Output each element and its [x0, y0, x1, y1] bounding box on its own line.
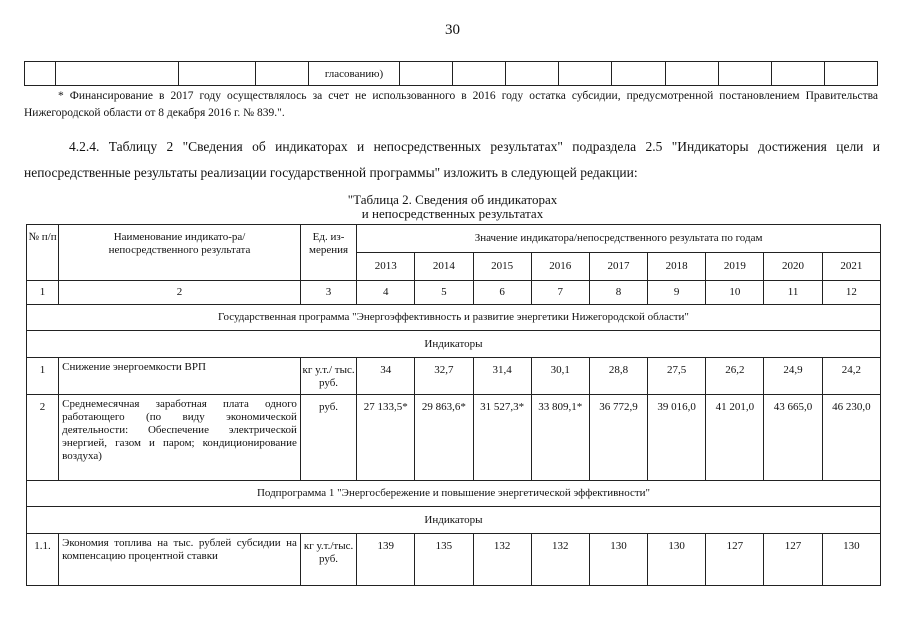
year-cell: 2015: [473, 253, 531, 281]
indicators-table: [26, 224, 881, 586]
caption-line-1: "Таблица 2. Сведения об индикаторах: [347, 192, 558, 207]
value-cell: 28,8: [589, 358, 647, 395]
column-numbers-row: [27, 281, 881, 305]
table-cell: [400, 62, 453, 86]
header-values: Значение индикатора/непосредственного результата по годам: [357, 225, 881, 253]
table-row: [27, 534, 881, 586]
year-cell: 2018: [648, 253, 706, 281]
year-cell: 2021: [822, 253, 880, 281]
row-unit: кг у.т./ тыс. руб.: [300, 358, 356, 395]
table-cell: [771, 62, 824, 86]
col-number: 1: [27, 281, 59, 305]
col-number: 9: [648, 281, 706, 305]
year-cell: 2013: [357, 253, 415, 281]
table-cell: [179, 62, 256, 86]
col-number: 12: [822, 281, 880, 305]
col-number: 11: [764, 281, 822, 305]
table-cell: гласованию): [309, 62, 400, 86]
col-number: 10: [706, 281, 764, 305]
value-cell: 24,2: [822, 358, 880, 395]
row-num: 1: [27, 358, 59, 395]
value-cell: 127: [706, 534, 764, 586]
value-cell: 139: [357, 534, 415, 586]
col-number: 4: [357, 281, 415, 305]
table-cell: [665, 62, 718, 86]
program-title: Государственная программа "Энергоэффективность и развитие энергетики Нижегородской области": [27, 305, 881, 331]
value-cell: 24,9: [764, 358, 822, 395]
table-cell: [824, 62, 877, 86]
value-cell: 36 772,9: [589, 395, 647, 481]
section-row: [27, 507, 881, 534]
section-row: [27, 305, 881, 331]
value-cell: 27 133,5*: [357, 395, 415, 481]
row-name: Снижение энергоемкости ВРП: [59, 358, 301, 395]
col-number: 7: [531, 281, 589, 305]
row-num: 2: [27, 395, 59, 481]
value-cell: 130: [648, 534, 706, 586]
value-cell: 29 863,6*: [415, 395, 473, 481]
value-cell: 34: [357, 358, 415, 395]
value-cell: 132: [531, 534, 589, 586]
year-cell: 2020: [764, 253, 822, 281]
value-cell: 26,2: [706, 358, 764, 395]
value-cell: 43 665,0: [764, 395, 822, 481]
value-cell: 41 201,0: [706, 395, 764, 481]
year-cell: 2014: [415, 253, 473, 281]
value-cell: 31,4: [473, 358, 531, 395]
table-cell: [559, 62, 612, 86]
col-number: 3: [300, 281, 356, 305]
table-row: [25, 62, 878, 86]
table-cell: [453, 62, 506, 86]
col-number: 2: [59, 281, 301, 305]
value-cell: 27,5: [648, 358, 706, 395]
row-unit: руб.: [300, 395, 356, 481]
page-number: 30: [445, 22, 460, 38]
header-num: № п/п: [27, 225, 59, 281]
table-cell: [256, 62, 309, 86]
value-cell: 46 230,0: [822, 395, 880, 481]
caption-line-2: и непосредственных результатах: [361, 206, 544, 221]
subprogram-title: Подпрограмма 1 "Энергосбережение и повышение энергетической эффективности": [27, 481, 881, 507]
table-cell: [56, 62, 179, 86]
value-cell: 135: [415, 534, 473, 586]
footnote: * Финансирование в 2017 году осуществлялось за счет не использованного в 2016 году остатка субсидии, предусмотренной постановлением Правительства Нижегородской области от 8 декабря 2016 г. № 839.".: [24, 90, 878, 119]
year-cell: 2017: [589, 253, 647, 281]
value-cell: 127: [764, 534, 822, 586]
row-num: 1.1.: [27, 534, 59, 586]
section-row: [27, 481, 881, 507]
table-cell: [718, 62, 771, 86]
table-caption: [0, 193, 905, 221]
table-cell: [506, 62, 559, 86]
indicators-label: Индикаторы: [27, 507, 881, 534]
row-unit: кг у.т./тыс. руб.: [300, 534, 356, 586]
value-cell: 33 809,1*: [531, 395, 589, 481]
table-row: [27, 395, 881, 481]
header-name: Наименование индикато-ра/непосредственного результата: [59, 225, 301, 281]
col-number: 5: [415, 281, 473, 305]
year-cell: 2019: [706, 253, 764, 281]
previous-table-fragment: [24, 61, 878, 86]
table-row: [27, 358, 881, 395]
table-cell: [612, 62, 665, 86]
value-cell: 130: [589, 534, 647, 586]
indicators-label: Индикаторы: [27, 331, 881, 358]
value-cell: 31 527,3*: [473, 395, 531, 481]
table-cell: [25, 62, 56, 86]
value-cell: 132: [473, 534, 531, 586]
amendment-paragraph: 4.2.4. Таблицу 2 "Сведения об индикаторах и непосредственных результатах" подраздела 2.5 "Индикаторы достижения цели и непосредственные результаты реализации государственной программы" изложить в следующей редакции:: [24, 139, 880, 180]
value-cell: 130: [822, 534, 880, 586]
value-cell: 39 016,0: [648, 395, 706, 481]
header-unit: Ед. из-мерения: [300, 225, 356, 281]
col-number: 6: [473, 281, 531, 305]
section-row: [27, 331, 881, 358]
row-name: Экономия топлива на тыс. рублей субсидии на компенсацию процентной ставки: [59, 534, 301, 586]
header-row: [27, 225, 881, 253]
value-cell: 30,1: [531, 358, 589, 395]
value-cell: 32,7: [415, 358, 473, 395]
row-name: Среднемесячная заработная плата одного работающего (по виду экономической деятельности: Обеспечение электрической энергией, газом и паром; кондиционирование воздуха): [59, 395, 301, 481]
year-cell: 2016: [531, 253, 589, 281]
col-number: 8: [589, 281, 647, 305]
